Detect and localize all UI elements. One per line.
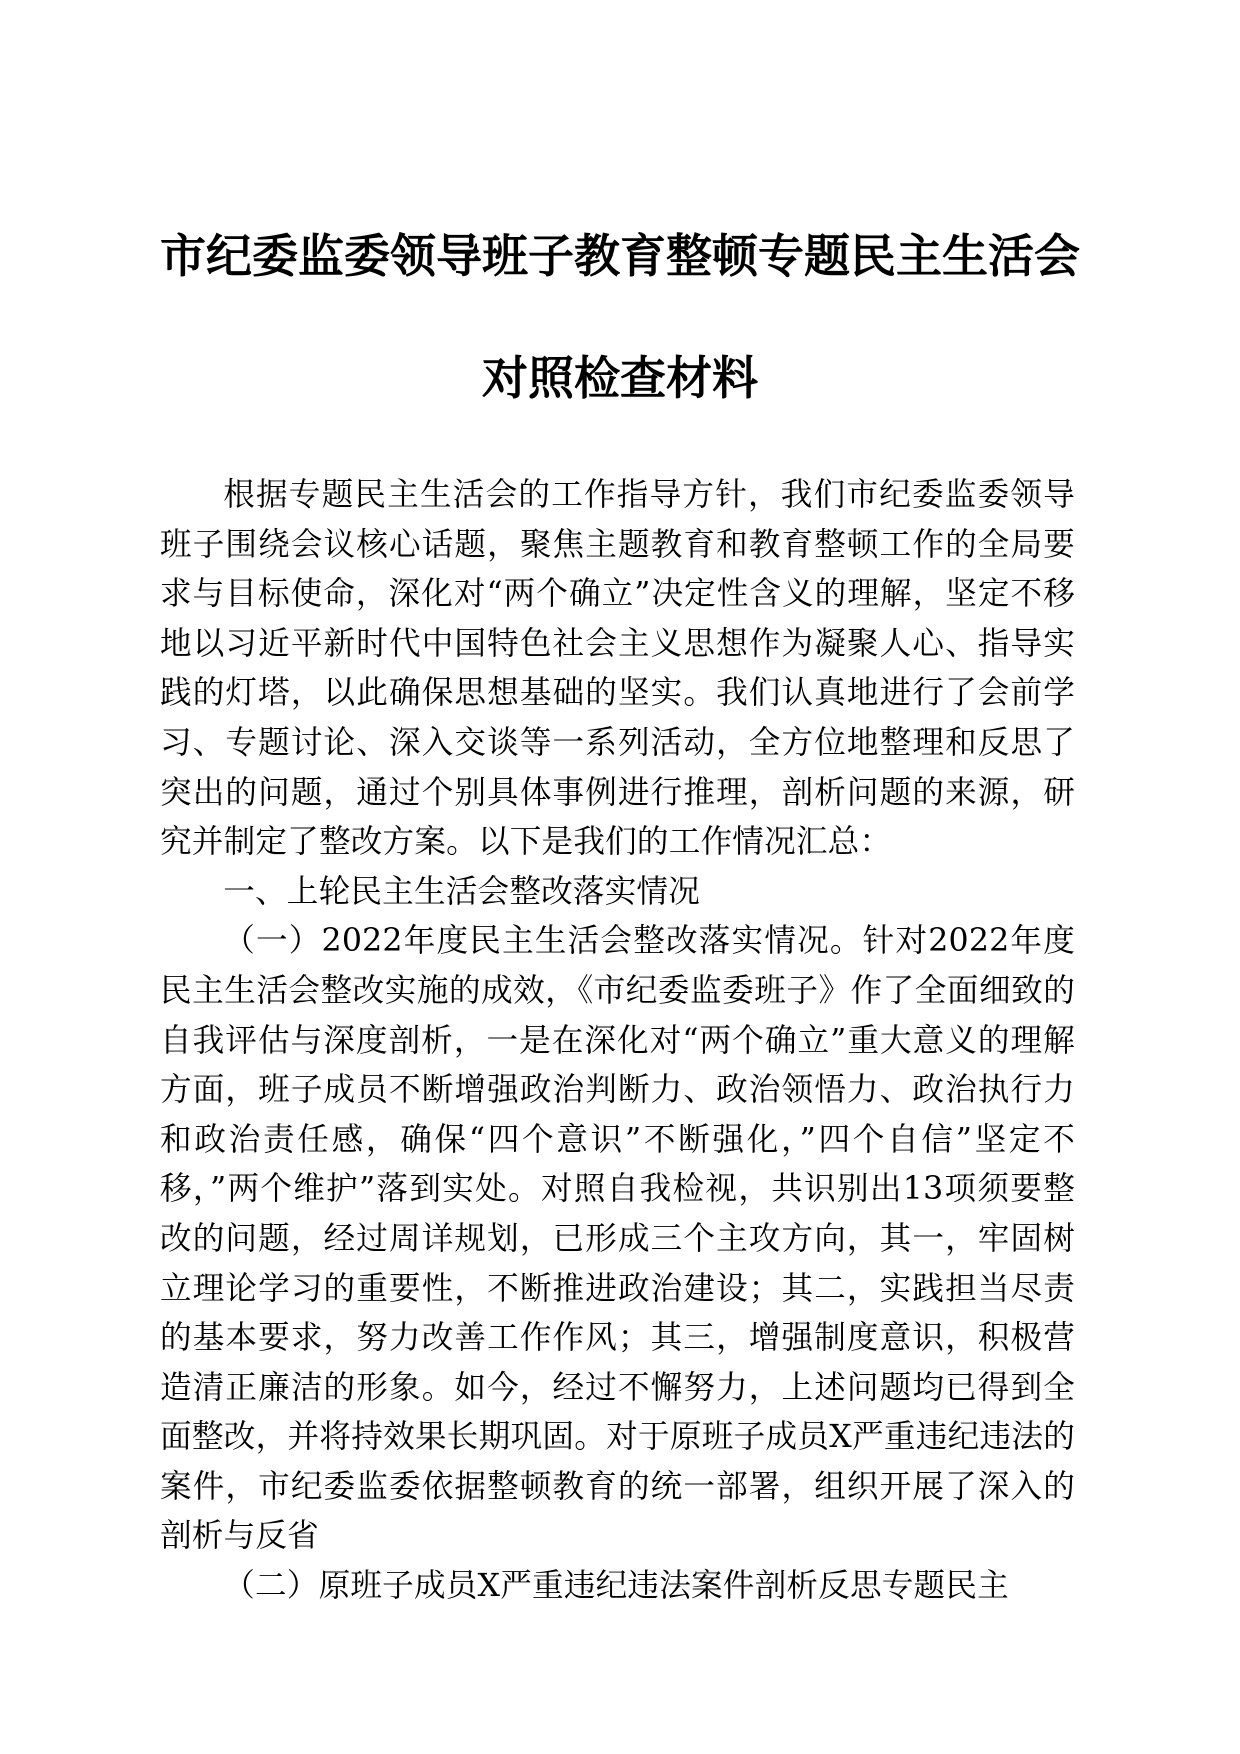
section-heading-1: 一、上轮民主生活会整改落实情况 <box>223 873 701 910</box>
subsection-paragraph-2: （二）原班子成员X严重违纪违法案件剖析反思专题民主 <box>223 1568 1009 1605</box>
intro-paragraph: 根据专题民主生活会的工作指导方针，我们市纪委监委领导班子围绕会议核心话题，聚焦主题教育和教育整顿工作的全局要求与目标使命，深化对“两个确立”决定性含义的理解，坚定不移地以习近平新时代中国特色社会主义思想作为凝聚人心、指导实践的灯塔，以此确保思想基础的坚实。我们认真地进行了会前学习、专题讨论、深入交谈等一系列活动，全方位地整理和反思了突出的问题，通过个别具体事例进行推理，剖析问题的来源，研究并制定了整改方案。以下是我们的工作情况汇总： <box>160 477 1075 861</box>
subsection-paragraph-1: （一）2022年度民主生活会整改落实情况。针对2022年度民主生活会整改实施的成效，《市纪委监委班子》作了全面细致的自我评估与深度剖析，一是在深化对“两个确立”重大意义的理解方面，班子成员不断增强政治判断力、政治领悟力、政治执行力和政治责任感，确保“四个意识”不断强化，”四个自信”坚定不移，”两个维护”落到实处。对照自我检视，共识别出13项须要整改的问题，经过周详规划，已形成三个主攻方向，其一，牢固树立理论学习的重要性，不断推进政治建设；其二，实践担当尽责的基本要求，努力改善工作作风；其三，增强制度意识，积极营造清正廉洁的形象。如今，经过不懈努力，上述问题均已得到全面整改，并将持效果长期巩固。对于原班子成员X严重违纪违法的案件，市纪委监委依据整顿教育的统一部署，组织开展了深入的剖析与反省 <box>160 923 1075 1555</box>
document-title-line2: 对照检查材料 <box>482 351 758 405</box>
document-title-line1: 市纪委监委领导班子教育整顿专题民主生活会 <box>160 229 1080 283</box>
document-body <box>160 471 1075 1612</box>
